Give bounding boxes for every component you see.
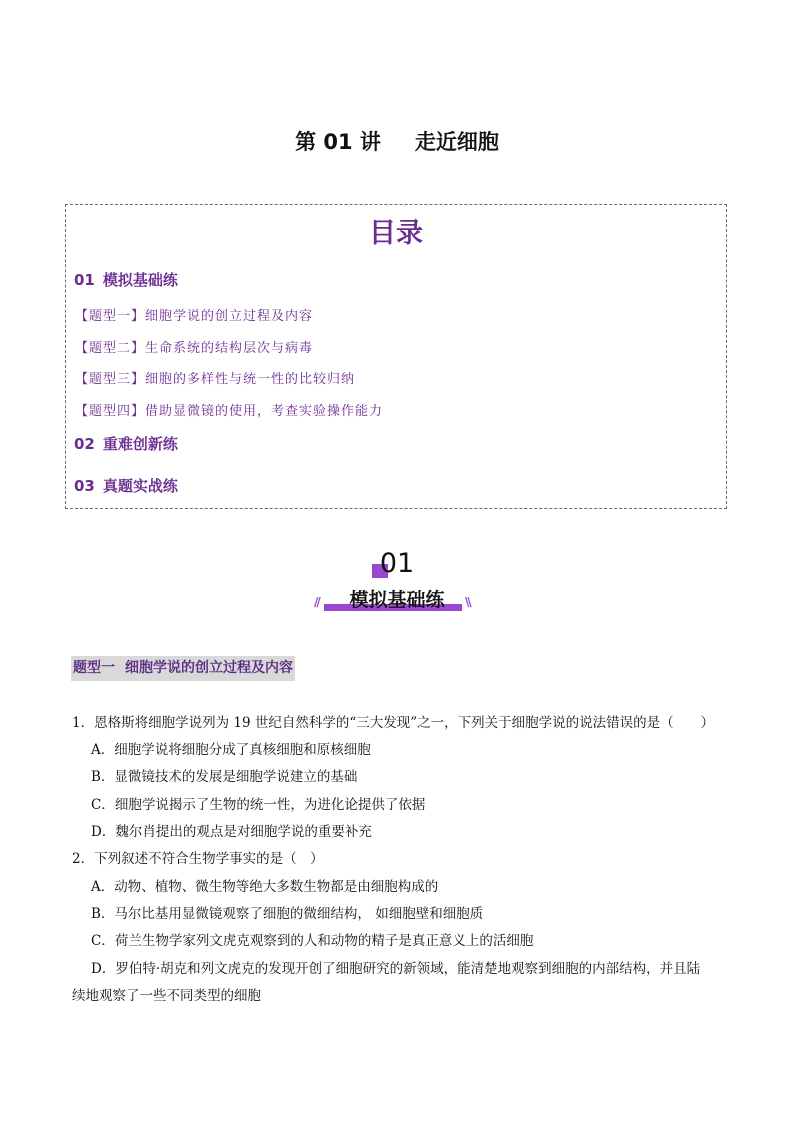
section-number: 01 — [379, 548, 415, 579]
toc-item-text: 细胞的多样性与统一性的比较归纳 — [145, 372, 356, 387]
question-1-option-c[interactable]: C．细胞学说揭示了生物的统一性，为进化论提供了依据 — [91, 797, 426, 813]
question-1-option-a[interactable]: A．细胞学说将细胞分成了真核细胞和原核细胞 — [91, 742, 371, 758]
question-1-stem: 1．恩格斯将细胞学说列为 19 世纪自然科学的“三大发现”之一，下列关于细胞学说的说法错误的是（ ） — [72, 715, 715, 731]
toc-section-3[interactable] — [74, 475, 178, 496]
question-type-label: 题型一 — [73, 660, 115, 676]
section-title: 模拟基础练 — [349, 589, 445, 611]
toc-section-number: 02 — [74, 435, 95, 453]
toc-item-text: 细胞学说的创立过程及内容 — [145, 309, 314, 324]
question-1-option-b[interactable]: B．显微镜技术的发展是细胞学说建立的基础 — [91, 769, 358, 785]
question-1-option-d[interactable]: D．魏尔肖提出的观点是对细胞学说的重要补充 — [91, 824, 372, 840]
toc-section-2[interactable] — [74, 433, 178, 454]
question-2-option-b[interactable]: B．马尔比基用显微镜观察了细胞的微细结构， 如细胞壁和细胞质 — [91, 906, 484, 922]
toc-item-3[interactable] — [75, 368, 355, 387]
toc-item-text: 借助显微镜的使用，考查实验操作能力 — [145, 404, 384, 419]
question-type-text: 细胞学说的创立过程及内容 — [125, 660, 293, 676]
toc-heading: 目录 — [369, 218, 423, 249]
toc-section-1[interactable] — [74, 269, 178, 290]
page-title — [0, 126, 794, 156]
question-type-header — [71, 656, 295, 681]
right-slash-decoration: \\ — [465, 595, 470, 609]
toc-item-tag: 【题型二】 — [75, 341, 146, 356]
toc-section-label: 真题实战练 — [102, 477, 178, 495]
toc-section-label: 模拟基础练 — [102, 271, 178, 289]
toc-item-tag: 【题型四】 — [75, 404, 146, 419]
left-slash-decoration: // — [314, 595, 319, 609]
question-2-option-a[interactable]: A．动物、植物、微生物等绝大多数生物都是由细胞构成的 — [91, 879, 439, 895]
table-of-contents — [65, 204, 727, 509]
section-banner — [0, 548, 794, 618]
toc-item-tag: 【题型三】 — [75, 372, 146, 387]
toc-item-2[interactable] — [75, 337, 313, 356]
lecture-number: 第 01 讲 — [295, 130, 381, 154]
question-2-option-d-continued: 续地观察了一些不同类型的细胞 — [72, 988, 261, 1004]
question-2-option-c[interactable]: C．荷兰生物学家列文虎克观察到的人和动物的精子是真正意义上的活细胞 — [91, 933, 534, 949]
toc-section-number: 03 — [74, 477, 95, 495]
toc-item-4[interactable] — [75, 400, 383, 419]
toc-section-label: 重难创新练 — [102, 435, 178, 453]
lecture-topic: 走近细胞 — [414, 130, 499, 154]
toc-item-1[interactable] — [75, 305, 313, 324]
toc-section-number: 01 — [74, 271, 95, 289]
toc-item-tag: 【题型一】 — [75, 309, 146, 324]
question-2-option-d[interactable]: D．罗伯特·胡克和列文虎克的发现开创了细胞研究的新领域，能清楚地观察到细胞的内部结构，并且陆 — [91, 961, 701, 977]
toc-item-text: 生命系统的结构层次与病毒 — [145, 341, 314, 356]
question-2-stem: 2．下列叙述不符合生物学事实的是（ ） — [72, 851, 324, 867]
